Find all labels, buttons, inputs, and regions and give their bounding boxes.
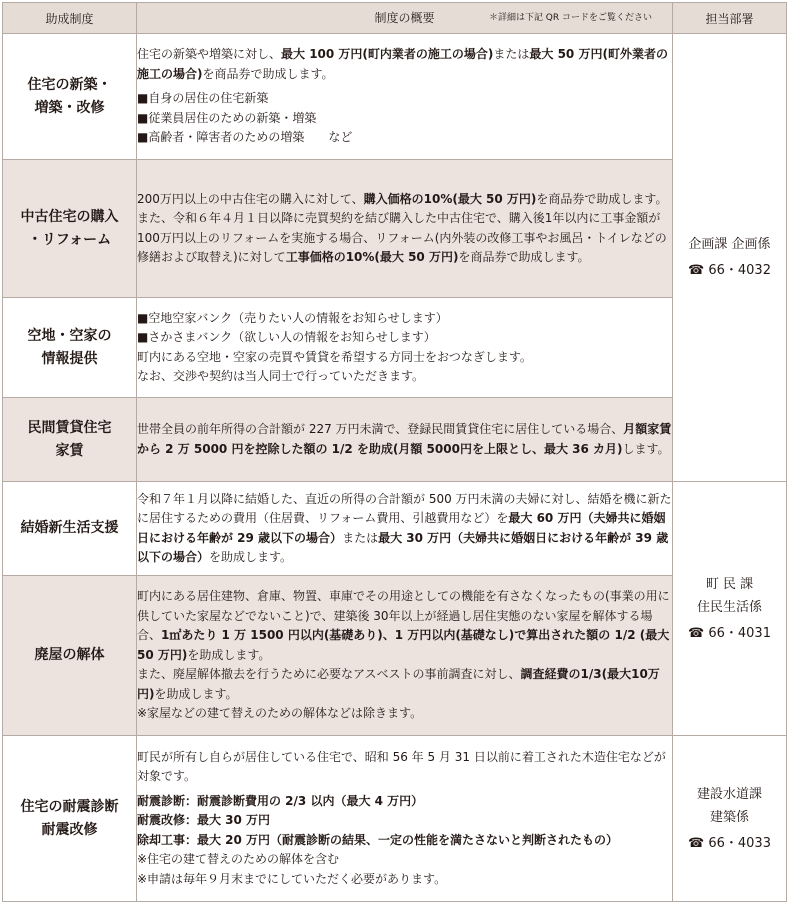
header-dept: 担当部署	[673, 3, 787, 34]
dept-kensetsu	[673, 736, 787, 902]
dept-chomin	[673, 482, 787, 736]
program-description: ■空地空家バンク（売りたい人の情報をお知らせします） ■さかさまバンク（欲しい人の情報をお知らせします） 町内にある空地・空家の売買や賃貸を希望する方同士をおつなぎします。 なお、交渉や契約は当人同士で行っていただきます。	[137, 298, 673, 398]
bullet-item: ■高齢者・障害者のための増築 など	[137, 130, 353, 145]
table-row	[3, 576, 787, 736]
dept-phone: ☎ 66・4032	[688, 263, 771, 278]
dept-kikaku	[673, 34, 787, 482]
table-row	[3, 736, 787, 902]
table-row	[3, 34, 787, 160]
dept-phone: ☎ 66・4031	[688, 625, 771, 641]
table-row	[3, 298, 787, 398]
dept-name: 町 民 課	[705, 576, 754, 592]
program-name: 住宅の耐震診断 耐震改修	[3, 736, 137, 902]
program-name: 結婚新生活支援	[3, 482, 137, 576]
header-summary-label: 制度の概要	[374, 11, 435, 25]
table-row	[3, 398, 787, 482]
program-description: 令和７年１月以降に結婚した、直近の所得の合計額が 500 万円未満の夫婦に対し、結婚を機に新たに居住するための費用（住居費、リフォーム費用、引越費用など）を最大 60 万円（夫婦共に婚姻日における年齢が 29 歳以下の場合）または最大 30 万円（夫婦共に婚姻日における年齢が 39 歳以下の場合）を助成します。	[137, 482, 673, 576]
bullet-item: ■従業員居住のための新築・増築	[137, 110, 317, 125]
program-name: 民間賃貸住宅 家賃	[3, 398, 137, 482]
header-summary-note: ＊詳細は下記 QR コードをご覧ください	[488, 13, 652, 23]
dept-section: 住民生活係	[696, 599, 762, 615]
header-row	[3, 3, 787, 34]
table-row	[3, 482, 787, 576]
header-program: 助成制度	[3, 3, 137, 34]
program-note: ※家屋などの建て替えのための解体などは除きます。	[137, 706, 423, 721]
program-description: 町内にある居住建物、倉庫、物置、車庫でその用途としての機能を有さなくなったもの(事業の用に供していた家屋などでないこと)で、建築後 30年以上が経過し居住実態のない家屋を解体する場合、1㎡あたり 1 万 1500 円以内(基礎あり)、1 万円以内(基礎なし)で算出された額の 1/2 (最大 50 万円)を助成します。 また、廃屋解体撤去を行うために必要なアスベストの事前調査に対し、調査経費の1/3(最大10万円)を助成します。 ※家屋などの建て替えのための解体などは除きます。	[137, 576, 673, 736]
program-description: 住宅の新築や増築に対し、最大 100 万円(町内業者の施工の場合)または最大 50 万円(町外業者の施工の場合)を商品券で助成します。 ■自身の居住の住宅新築 ■従業員居住のための新築・増築 ■高齢者・障害者のための増築 など	[137, 34, 673, 160]
dept-name: 建設水道課	[696, 786, 762, 802]
subsidy-table	[2, 2, 787, 902]
table-row	[3, 160, 787, 298]
dept-phone: ☎ 66・4033	[688, 835, 771, 851]
program-note: ※申請は毎年９月末までにしていただく必要があります。	[137, 871, 447, 886]
program-name: 空地・空家の 情報提供	[3, 298, 137, 398]
header-summary	[137, 3, 673, 34]
program-name: 中古住宅の購入 ・リフォーム	[3, 160, 137, 298]
program-description: 世帯全員の前年所得の合計額が 227 万円未満で、登録民間賃貸住宅に居住している場合、月額家賃から 2 万 5000 円を控除した額の 1/2 を助成(月額 5000円を上限とし、最大 36 カ月)します。	[137, 398, 673, 482]
program-name: 住宅の新築・ 増築・改修	[3, 34, 137, 160]
bullet-item: ■自身の居住の住宅新築	[137, 91, 269, 106]
dept-name: 企画課 企画係	[688, 237, 771, 252]
program-description: 町民が所有し自らが居住している住宅で、昭和 56 年 5 月 31 日以前に着工された木造住宅などが対象です。 耐震診断：耐震診断費用の 2/3 以内（最大 4 万円） 耐震改修：最大 30 万円 除却工事：最大 20 万円（耐震診断の結果、一定の性能を満たさないと判断されたもの） ※住宅の建て替えのための解体を含む ※申請は毎年９月末までにしていただく必要があります。	[137, 736, 673, 902]
program-note: ※住宅の建て替えのための解体を含む	[137, 852, 340, 867]
program-name: 廃屋の解体	[3, 576, 137, 736]
dept-section: 建築係	[709, 809, 749, 825]
program-description: 200万円以上の中古住宅の購入に対して、購入価格の10%(最大 50 万円)を商品券で助成します。 また、令和６年４月１日以降に売買契約を結び購入した中古住宅で、購入後1年以内に工事金額が100万円以上のリフォームを実施する場合、リフォーム(内外装の改修工事やお風呂・トイレなどの修繕および取替え)に対して工事価格の10%(最大 50 万円)を商品券で助成します。	[137, 160, 673, 298]
